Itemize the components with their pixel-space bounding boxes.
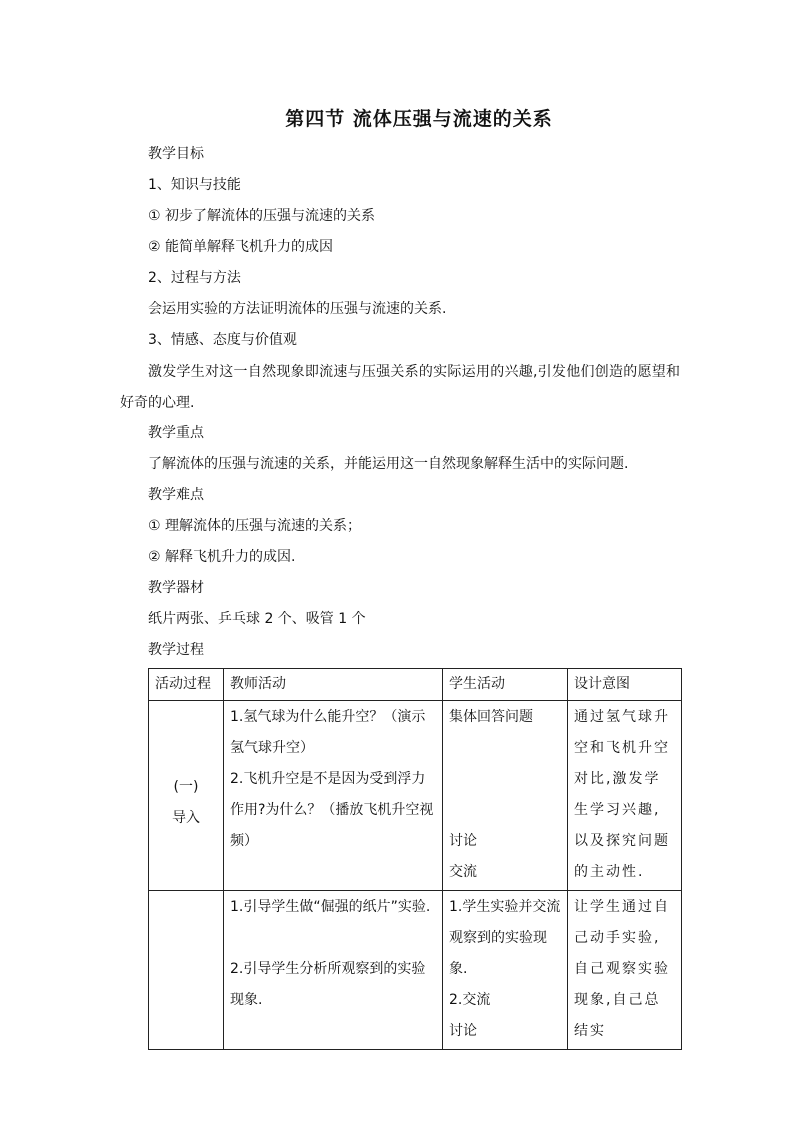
emotion-heading: 3、情感、态度与价值观 <box>148 332 297 348</box>
key-heading: 教学重点 <box>148 425 204 441</box>
page-title: 第四节 流体压强与流速的关系 <box>285 108 553 130</box>
row-stage-text: (一) 导入 <box>172 779 200 826</box>
row-student <box>443 891 568 1050</box>
header-teacher: 教师活动 <box>224 669 443 701</box>
row-teacher <box>224 891 443 1050</box>
difficulty-item-1: ① 理解流体的压强与流速的关系； <box>148 518 362 534</box>
equipment-text: 纸片两张、乒乓球 2 个、吸管 1 个 <box>148 611 366 627</box>
row-teacher <box>224 701 443 891</box>
table-row <box>149 701 682 891</box>
row-stage <box>149 891 224 1050</box>
difficulty-heading: 教学难点 <box>148 487 204 503</box>
row-intent <box>568 701 682 891</box>
knowledge-item-2: ② 能简单解释飞机升力的成因 <box>148 239 334 255</box>
row-teacher-text: 1.氢气球为什么能升空？（演示氢气球升空） 2.飞机升空是不是因为受到浮力作用?为什么？（播放飞机升空视频） <box>230 709 434 849</box>
key-text: 了解流体的压强与流速的关系，并能运用这一自然现象解释生活中的实际问题. <box>148 456 629 472</box>
equipment-heading: 教学器材 <box>148 580 204 596</box>
process-text: 会运用实验的方法证明流体的压强与流速的关系. <box>148 301 447 317</box>
row-teacher-text: 1.引导学生做“倔强的纸片”实验. 2.引导学生分析所观察到的实验现象. <box>230 899 431 1008</box>
emotion-text: 激发学生对这一自然现象即流速与压强关系的实际运用的兴趣,引发他们创造的愿望和好奇的心理. <box>120 364 680 411</box>
table-header-row <box>149 669 682 701</box>
row-stage-text <box>155 977 217 980</box>
row-intent-text: 让学生通过自己动手实验,自己观察实验现象,自己总结实 <box>574 899 670 1039</box>
row-student-text: 集体回答问题 讨论 交流 <box>449 709 533 880</box>
objectives-heading: 教学目标 <box>148 146 204 162</box>
row-student <box>443 701 568 891</box>
header-stage: 活动过程 <box>149 669 224 701</box>
table-row <box>149 891 682 1050</box>
header-intent: 设计意图 <box>568 669 682 701</box>
knowledge-item-1: ① 初步了解流体的压强与流速的关系 <box>148 208 376 224</box>
header-student: 学生活动 <box>443 669 568 701</box>
difficulty-item-2: ② 解释飞机升力的成因. <box>148 549 296 565</box>
row-student-text: 1.学生实验并交流观察到的实验现象. 2.交流 讨论 <box>449 899 561 1039</box>
row-intent <box>568 891 682 1050</box>
procedure-heading: 教学过程 <box>148 642 204 658</box>
lesson-table <box>148 668 682 1050</box>
row-stage <box>149 701 224 891</box>
process-heading: 2、过程与方法 <box>148 270 241 286</box>
row-intent-text: 通过氢气球升空和飞机升空对比,激发学生学习兴趣,以及探究问题的主动性. <box>574 709 670 880</box>
knowledge-heading: 1、知识与技能 <box>148 177 241 193</box>
